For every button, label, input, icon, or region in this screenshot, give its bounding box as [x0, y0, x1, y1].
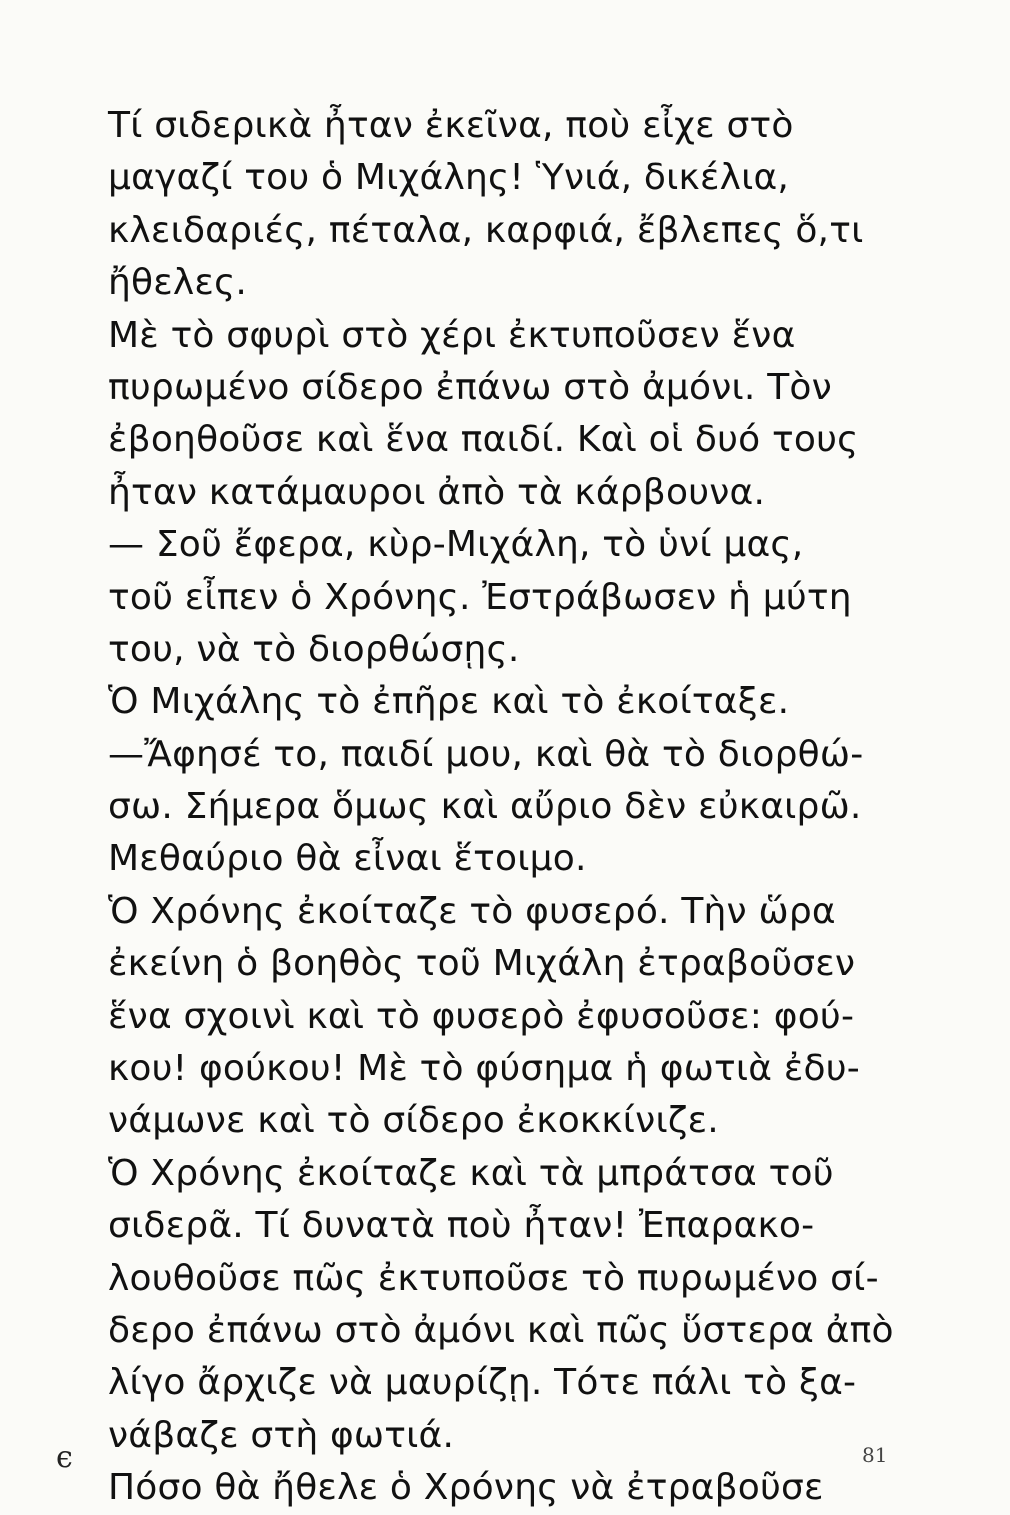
text-line: ἤθελες.: [108, 262, 248, 304]
text-line: Ὁ Μιχάλης τὸ ἐπῆρε καὶ τὸ ἐκοίταξε.: [108, 681, 790, 723]
signature-mark: ϵ: [56, 1440, 73, 1475]
text-line: ἦταν κατάμαυροι ἀπὸ τὰ κάρβουνα.: [108, 471, 766, 513]
text-line: λίγο ἄρχιζε νὰ μαυρίζῃ. Τότε πάλι τὸ ξα-: [108, 1362, 857, 1404]
text-line: κλειδαριές, πέταλα, καρφιά, ἔβλεπες ὅ,τι: [108, 209, 864, 251]
body-text: [108, 100, 898, 1515]
text-line: ἕνα σχοινὶ καὶ τὸ φυσερὸ ἐφυσοῦσε: φού-: [108, 995, 855, 1037]
text-line: κου! φούκου! Μὲ τὸ φύσημα ἡ φωτιὰ ἐδυ-: [108, 1048, 860, 1090]
text-line: νάβαζε στὴ φωτιά.: [108, 1414, 455, 1456]
text-line: νάμωνε καὶ τὸ σίδερο ἐκοκκίνιζε.: [108, 1100, 719, 1142]
text-line: του, νὰ τὸ διορθώσῃς.: [108, 628, 520, 670]
text-line: Ὁ Χρόνης ἐκοίταζε τὸ φυσερό. Τὴν ὥρα: [108, 890, 836, 932]
text-line: πυρωμένο σίδερο ἐπάνω στὸ ἀμόνι. Τὸν: [108, 366, 832, 408]
text-line: ἐβοηθοῦσε καὶ ἕνα παιδί. Καὶ οἱ δυό τους: [108, 419, 859, 461]
text-line: σω. Σήμερα ὅμως καὶ αὔριο δὲν εὐκαιρῶ.: [108, 786, 862, 828]
text-line: Ὁ Χρόνης ἐκοίταζε καὶ τὰ μπράτσα τοῦ: [108, 1152, 834, 1194]
text-line: ἐκείνη ὁ βοηθὸς τοῦ Μιχάλη ἐτραβοῦσεν: [108, 943, 856, 985]
text-line: Μεθαύριο θὰ εἶναι ἕτοιμο.: [108, 838, 587, 880]
text-line: Πόσο θὰ ἤθελε ὁ Χρόνης νὰ ἐτραβοῦσε: [108, 1467, 824, 1509]
text-line: δερο ἐπάνω στὸ ἀμόνι καὶ πῶς ὕστερα ἀπὸ: [108, 1309, 894, 1351]
text-line: Τί σιδερικὰ ἦταν ἐκεῖνα, ποὺ εἶχε στὸ: [108, 105, 794, 146]
text-line: σιδερᾶ. Τί δυνατὰ ποὺ ἦταν! Ἐπαρακο-: [108, 1205, 815, 1247]
text-line: τοῦ εἶπεν ὁ Χρόνης. Ἐστράβωσεν ἡ μύτη: [108, 576, 852, 618]
text-line: λουθοῦσε πῶς ἐκτυποῦσε τὸ πυρωμένο σί-: [108, 1257, 879, 1299]
page-number: 81: [862, 1443, 888, 1467]
text-line: — Σοῦ ἔφερα, κὺρ-Μιχάλη, τὸ ὑνί μας,: [108, 524, 804, 566]
text-line: —Ἄφησέ το, παιδί μου, καὶ θὰ τὸ διορθώ-: [108, 733, 864, 775]
text-line: μαγαζί του ὁ Μιχάλης! Ὑνιά, δικέλια,: [108, 157, 790, 199]
text-line: Μὲ τὸ σφυρὶ στὸ χέρι ἐκτυποῦσεν ἕνα: [108, 314, 796, 356]
